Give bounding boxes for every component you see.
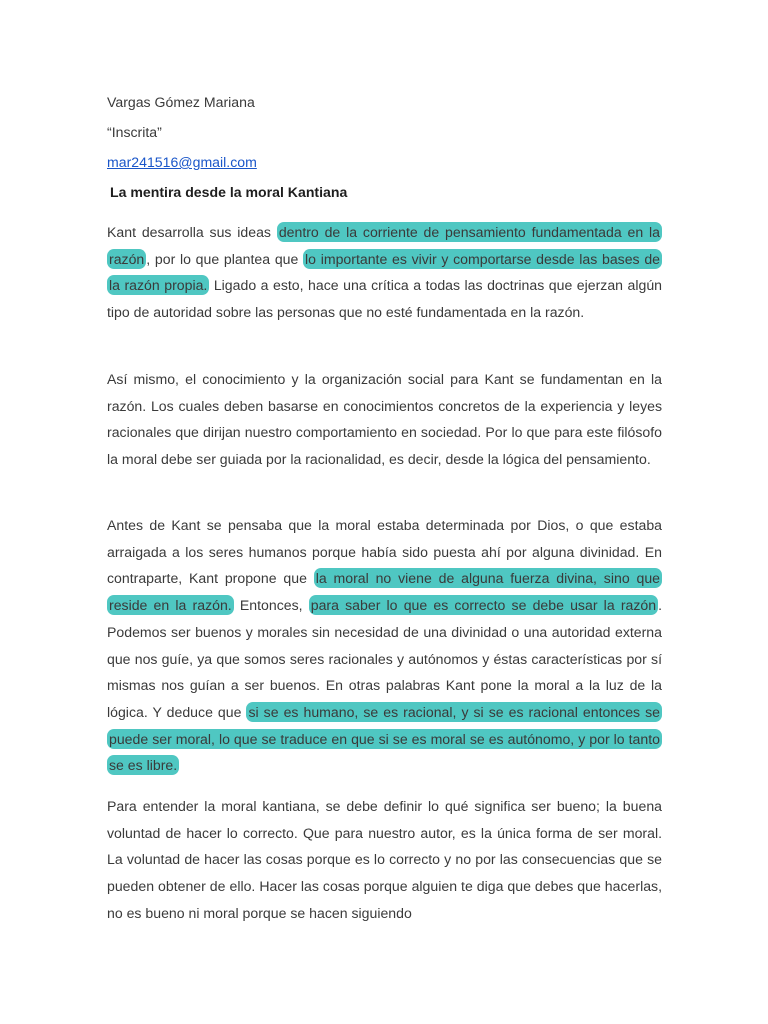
- highlighted-text: la moral no viene de alguna fuerza divina, sino que reside en la razón.: [109, 570, 660, 614]
- paragraph-3: [107, 512, 662, 779]
- paragraph-1: [107, 219, 662, 326]
- highlighted-text: si se es humano, se es racional, y si se es racional entonces se puede ser moral, lo que se traduce en que si se es moral se es autónomo, y por lo tanto se es libre.: [109, 703, 660, 774]
- paragraph-text: . Podemos ser buenos y morales sin necesidad de una divinidad o una autoridad externa que nos guíe, ya que somos seres racionales y autónomos y éstas características por sí mismas nos guían a ser buenos. En otras palabras Kant pone la moral a la luz de la lógica. Y deduce que: [107, 597, 663, 720]
- paragraph-text: Así mismo, el conocimiento y la organización social para Kant se fundamentan en la razón. Los cuales deben basarse en conocimientos concretos de la experiencia y leyes racionales que dirijan nuestro comportamiento en sociedad. Por lo que para este filósofo la moral debe ser guiada por la racionalidad, es decir, desde la lógica del pensamiento.: [107, 371, 662, 468]
- document-title: La mentira desde la moral Kantiana: [110, 184, 348, 200]
- highlighted-text: lo importante es vivir y comportarse desde las bases de la razón propia.: [109, 250, 660, 294]
- enrollment-status: “Inscrita”: [107, 124, 162, 140]
- paragraph-text: Para entender la moral kantiana, se debe definir lo qué significa ser bueno; la buena voluntad de hacer lo correcto. Que para nuestro autor, es la única forma de ser moral. La voluntad de hacer las cosas porque es lo correcto y no por las consecuencias que se pueden obtener de ello. Hacer las cosas porque alguien te diga que debes que hacerlas, no es bueno ni moral porque se hacen siguiendo: [107, 798, 662, 921]
- paragraph-2: [107, 366, 662, 473]
- highlighted-text: para saber lo que es correcto se debe usar la razón: [310, 597, 657, 614]
- paragraph-4: [107, 793, 662, 927]
- paragraph-text: Kant desarrolla sus ideas: [107, 224, 277, 240]
- paragraph-text: , por lo que plantea que: [146, 250, 304, 267]
- author-name: Vargas Gómez Mariana: [107, 94, 255, 110]
- highlighted-text: dentro de la corriente de pensamiento fundamentada en la razón: [109, 224, 660, 267]
- email-link[interactable]: mar241516@gmail.com: [107, 154, 257, 170]
- paragraph-text: Ligado a esto, hace una crítica a todas las doctrinas que ejerzan algún tipo de autoridad sobre las personas que no esté fundamentada en la razón.: [107, 277, 662, 321]
- paragraph-text: Entonces,: [233, 597, 309, 614]
- paragraph-text: Antes de Kant se pensaba que la moral estaba determinada por Dios, o que estaba arraigada a los seres humanos porque había sido puesta ahí por alguna divinidad. En contraparte, Kant propone que: [107, 517, 662, 587]
